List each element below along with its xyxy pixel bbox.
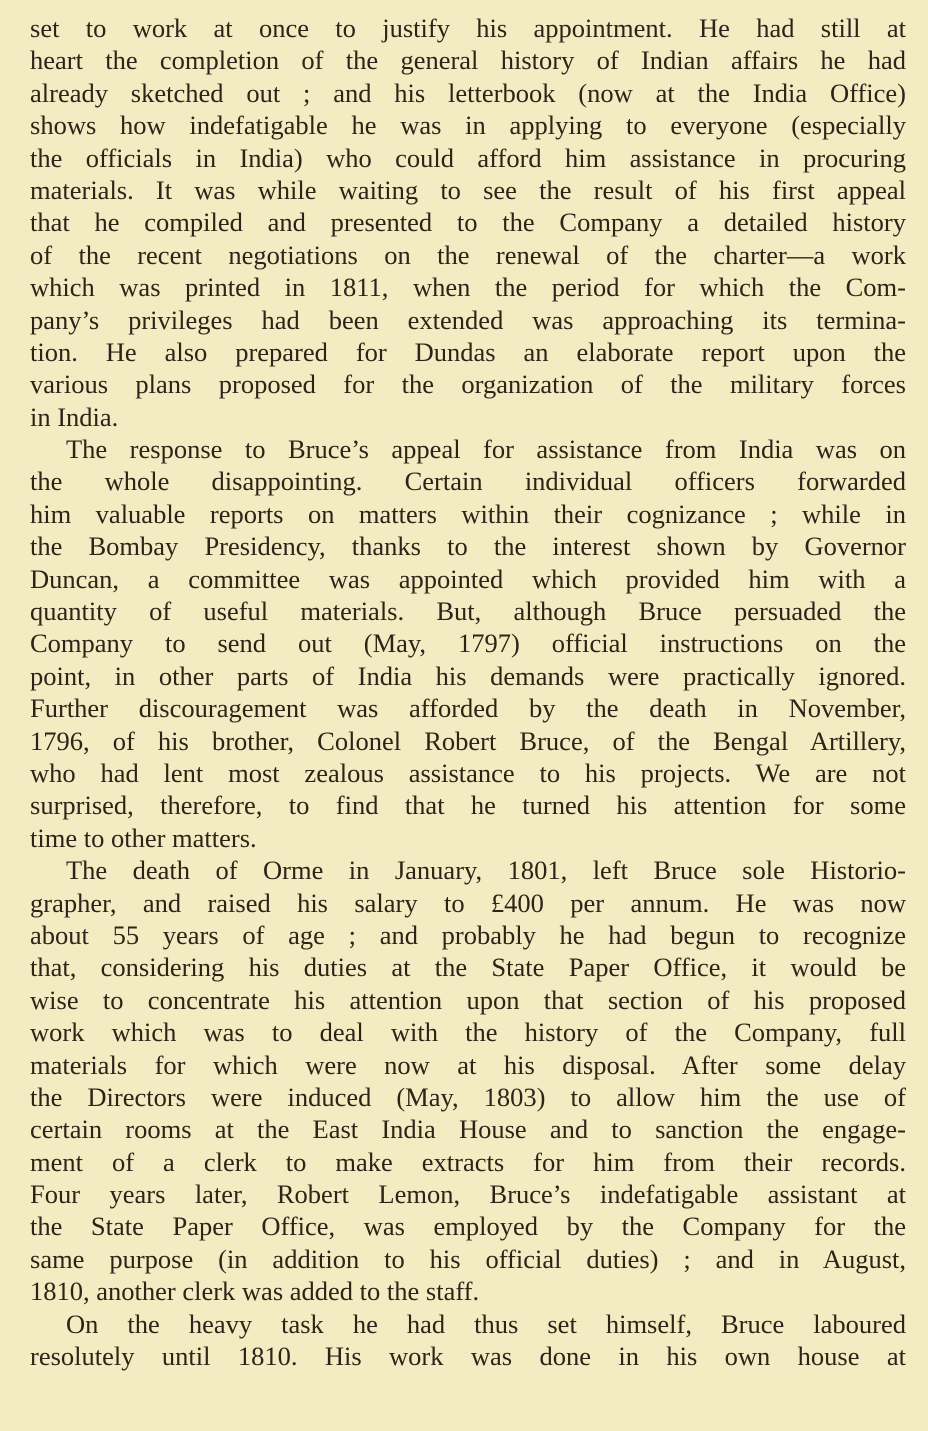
text-line: Four years later, Robert Lemon, Bruce’s indefatigable assistant at bbox=[30, 1179, 906, 1210]
text-line: 1810, another clerk was added to the staff. bbox=[30, 1276, 480, 1307]
text-line: the Bombay Presidency, thanks to the interest shown by Governor bbox=[30, 531, 906, 562]
text-line: grapher, and raised his salary to £400 per annum. He was now bbox=[30, 887, 906, 918]
text-line: surprised, therefore, to find that he turned his attention for some bbox=[30, 790, 906, 821]
text-line: work which was to deal with the history of the Company, full bbox=[30, 1017, 906, 1048]
text-line: him valuable reports on matters within their cognizance ; while in bbox=[30, 498, 906, 529]
text-line: Duncan, a committee was appointed which provided him with a bbox=[30, 563, 906, 594]
text-line: in India. bbox=[30, 401, 119, 432]
paragraph bbox=[30, 1308, 906, 1373]
text-line: materials. It was while waiting to see the result of his first appeal bbox=[30, 174, 906, 205]
text-line: which was printed in 1811, when the period for which the Com- bbox=[30, 272, 906, 303]
text-line: various plans proposed for the organization of the military forces bbox=[30, 369, 906, 400]
text-line: time to other matters. bbox=[30, 822, 257, 853]
text-line: tion. He also prepared for Dundas an elaborate report upon the bbox=[30, 336, 906, 367]
text-line: Company to send out (May, 1797) official instructions on the bbox=[30, 628, 906, 659]
book-page-text bbox=[30, 12, 906, 1372]
text-line: quantity of useful materials. But, although Bruce persuaded the bbox=[30, 596, 906, 627]
text-line: set to work at once to justify his appointment. He had still at bbox=[30, 13, 906, 43]
text-line: resolutely until 1810. His work was done in his own house at bbox=[30, 1341, 906, 1372]
text-line: who had lent most zealous assistance to his projects. We are not bbox=[30, 757, 906, 788]
paragraph bbox=[30, 433, 906, 854]
text-line: certain rooms at the East India House and to sanction the engage- bbox=[30, 1114, 906, 1145]
text-line: about 55 years of age ; and probably he had begun to recognize bbox=[30, 919, 906, 950]
text-line: wise to concentrate his attention upon that section of his proposed bbox=[30, 984, 906, 1015]
text-line: 1796, of his brother, Colonel Robert Bruce, of the Bengal Artillery, bbox=[30, 725, 906, 756]
text-line: materials for which were now at his disposal. After some delay bbox=[30, 1049, 906, 1080]
text-line: already sketched out ; and his letterbook (now at the India Office) bbox=[30, 77, 906, 108]
text-line: point, in other parts of India his demands were practically ignored. bbox=[30, 660, 906, 691]
text-line: the whole disappointing. Certain individual officers forwarded bbox=[30, 466, 906, 497]
text-line: the State Paper Office, was employed by the Company for the bbox=[30, 1211, 906, 1242]
text-line: pany’s privileges had been extended was approaching its termina- bbox=[30, 304, 906, 335]
paragraph bbox=[30, 854, 906, 1307]
text-line: The death of Orme in January, 1801, left Bruce sole Historio- bbox=[66, 855, 906, 886]
text-line: of the recent negotiations on the renewal of the charter—a work bbox=[30, 239, 906, 270]
text-line: heart the completion of the general history of Indian affairs he had bbox=[30, 45, 906, 76]
text-line: ment of a clerk to make extracts for him from their records. bbox=[30, 1146, 906, 1177]
text-line: same purpose (in addition to his official duties) ; and in August, bbox=[30, 1243, 906, 1274]
paragraph bbox=[30, 12, 906, 433]
text-line: The response to Bruce’s appeal for assistance from India was on bbox=[66, 434, 906, 465]
text-line: that he compiled and presented to the Company a detailed history bbox=[30, 207, 906, 238]
text-line: Further discouragement was afforded by the death in November, bbox=[30, 693, 906, 724]
text-line: the officials in India) who could afford him assistance in procuring bbox=[30, 142, 906, 173]
text-line: that, considering his duties at the State Paper Office, it would be bbox=[30, 952, 906, 983]
text-line: shows how indefatigable he was in applying to everyone (especially bbox=[30, 110, 906, 141]
text-line: On the heavy task he had thus set himself, Bruce laboured bbox=[66, 1308, 906, 1339]
text-line: the Directors were induced (May, 1803) to allow him the use of bbox=[30, 1081, 906, 1112]
